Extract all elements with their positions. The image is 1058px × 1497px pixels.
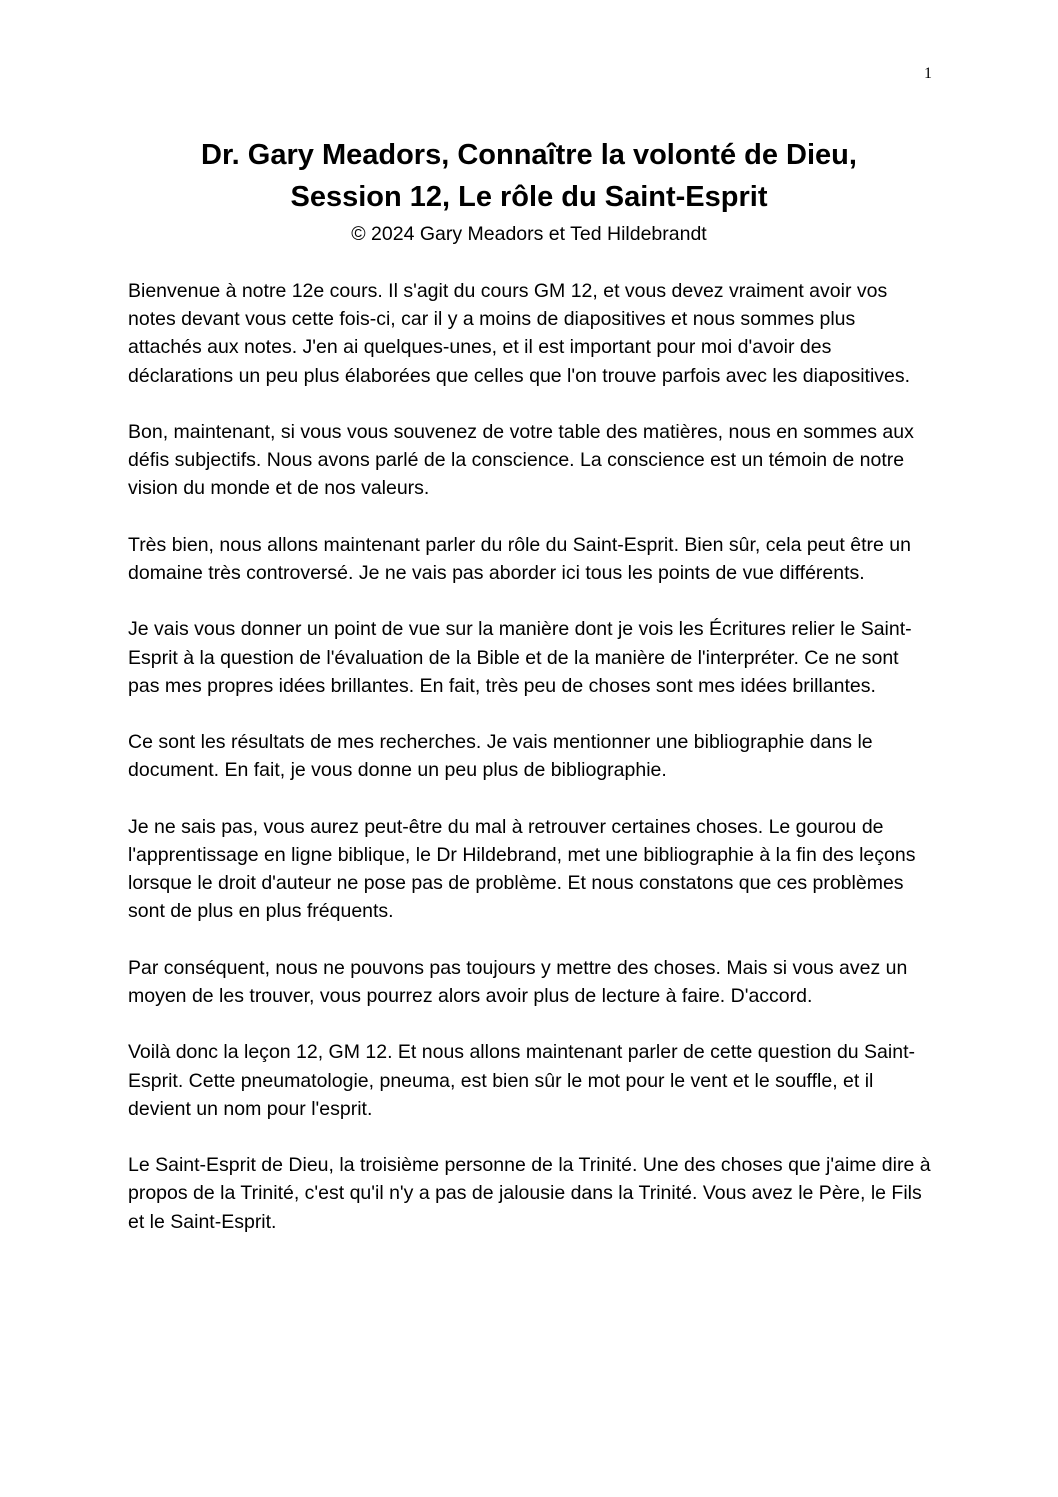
paragraph: Voilà donc la leçon 12, GM 12. Et nous allons maintenant parler de cette question du Saint-Esprit. Cette pneumatologie, pneuma, est bien sûr le mot pour le vent et le souffle, et il devient un nom pour l'esprit. [128, 1041, 915, 1120]
document-title [100, 134, 958, 218]
paragraph: Par conséquent, nous ne pouvons pas toujours y mettre des choses. Mais si vous avez un moyen de les trouver, vous pourrez alors avoir plus de lecture à faire. D'accord. [128, 956, 908, 1007]
title-line-1: Dr. Gary Meadors, Connaître la volonté de Dieu, [201, 139, 857, 171]
paragraph: Ce sont les résultats de mes recherches. Je vais mentionner une bibliographie dans le document. En fait, je vous donne un peu plus de bibliographie. [128, 731, 873, 782]
paragraph: Je ne sais pas, vous aurez peut-être du mal à retrouver certaines choses. Le gourou de l'apprentissage en ligne biblique, le Dr Hildebrand, met une bibliographie à la fin des leçons lorsque le droit d'auteur ne pose pas de problème. Et nous constatons que ces problèmes sont de plus en plus fréquents. [128, 815, 916, 923]
page-number: 1 [924, 65, 932, 82]
paragraph: Le Saint-Esprit de Dieu, la troisième personne de la Trinité. Une des choses que j'aime dire à propos de la Trinité, c'est qu'il n'y a pas de jalousie dans la Trinité. Vous avez le Père, le Fils et le Saint-Esprit. [128, 1154, 931, 1233]
paragraph: Bienvenue à notre 12e cours. Il s'agit du cours GM 12, et vous devez vraiment avoir vos notes devant vous cette fois-ci, car il y a moins de diapositives et nous sommes plus attachés aux notes. J'en ai quelques-unes, et il est important pour moi d'avoir des déclarations un peu plus élaborées que celles que l'on trouve parfois avec les diapositives. [128, 280, 911, 387]
paragraph: Très bien, nous allons maintenant parler du rôle du Saint-Esprit. Bien sûr, cela peut être un domaine très controversé. Je ne vais pas aborder ici tous les points de vue différents. [128, 533, 911, 584]
copyright-notice: © 2024 Gary Meadors et Ted Hildebrandt [351, 223, 707, 245]
paragraph: Je vais vous donner un point de vue sur la manière dont je vois les Écritures relier le Saint-Esprit à la question de l'évaluation de la Bible et de la manière de l'interpréter. Ce ne sont pas mes propres idées brillantes. En fait, très peu de choses sont mes idées brillantes. [128, 618, 912, 697]
document-body [128, 277, 934, 1264]
title-line-2: Session 12, Le rôle du Saint-Esprit [290, 181, 768, 213]
paragraph: Bon, maintenant, si vous vous souvenez de votre table des matières, nous en sommes aux défis subjectifs. Nous avons parlé de la conscience. La conscience est un témoin de notre vision du monde et de nos valeurs. [128, 421, 914, 500]
